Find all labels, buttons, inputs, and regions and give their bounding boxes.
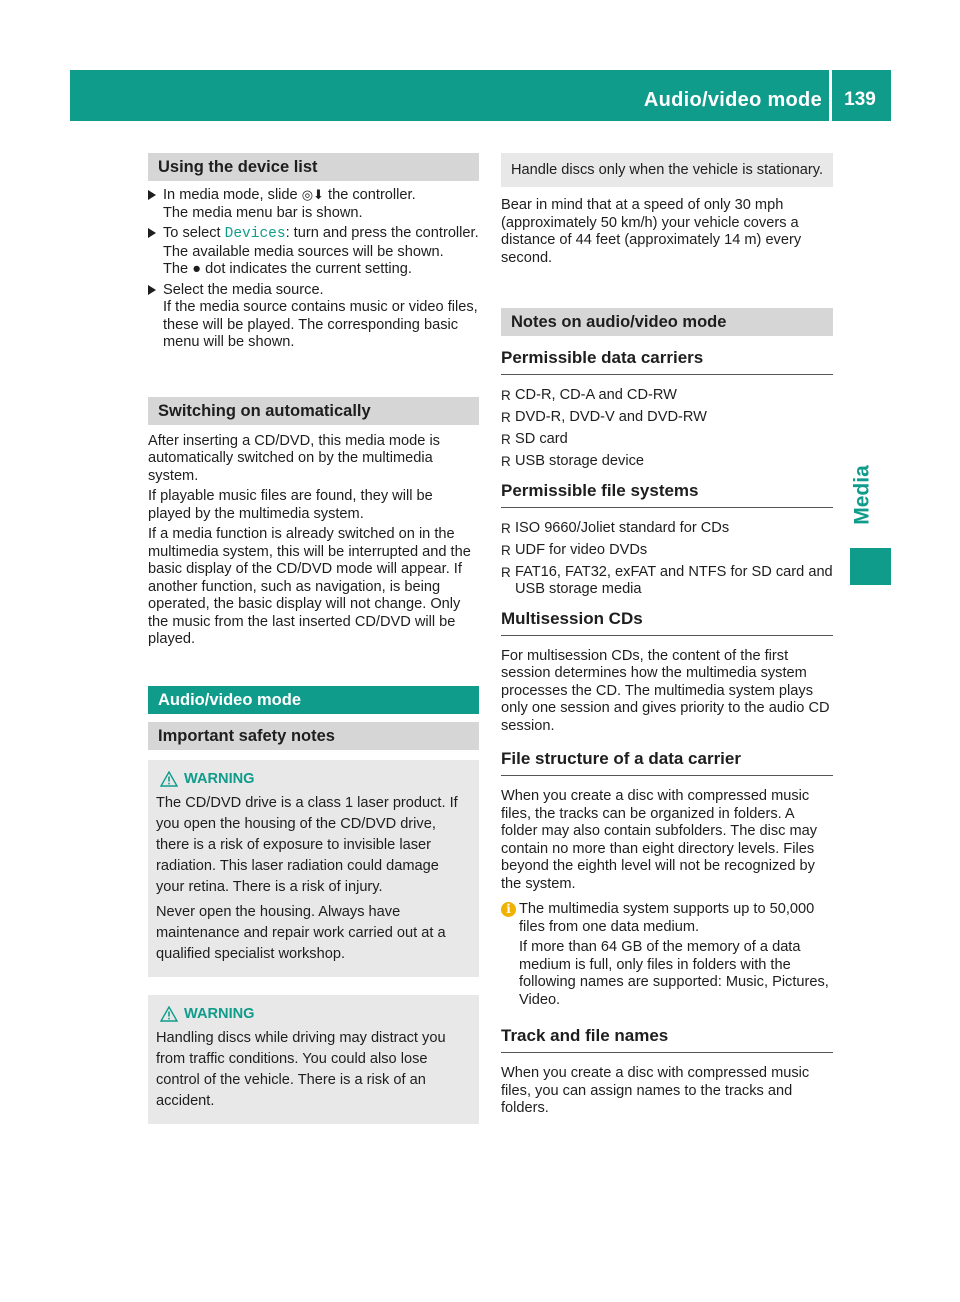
- file-system-list: [501, 520, 833, 599]
- step-text: To select: [163, 225, 225, 241]
- list-item-text: UDF for video DVDs: [515, 541, 648, 558]
- note-text: If more than 64 GB of the memory of a data medium is full, only files in folders with the following names are supported: Music, Pictures, Video.: [519, 939, 829, 1008]
- paragraph: When you create a disc with compressed music files, the tracks can be organized in folders. A folder may also contain subfolders. The disc may contain no more than eight directory levels. Files beyond the eighth level will not be recognized by the system.: [501, 788, 818, 892]
- paragraph: If a media function is already switched on in the multimedia system, this will be interrupted and the basic display of the CD/DVD mode will appear. If another function, such as navigation, is being operated, the basic display will not change. Only the music from the last inserted CD/DVD will be played.: [148, 526, 471, 647]
- warning-triangle-icon: [160, 1006, 178, 1022]
- side-tab: [842, 440, 882, 550]
- paragraph: Bear in mind that at a speed of only 30 mph (approximately 50 km/h) your vehicle covers a distance of 44 feet (approximately 14 m) every second.: [501, 197, 802, 266]
- section-heading-notes: Notes on audio/video mode: [501, 308, 833, 336]
- left-column: [148, 153, 479, 1124]
- step-arrow-icon: [148, 190, 156, 200]
- section-heading-safety: Important safety notes: [148, 722, 479, 750]
- warning-label: WARNING: [184, 770, 255, 787]
- subheading-data-carriers: Permissible data carriers: [501, 348, 833, 375]
- list-item-text: CD-R, CD-A and CD-RW: [515, 387, 677, 403]
- subheading-multisession: Multisession CDs: [501, 609, 833, 636]
- section-heading-switching: Switching on automatically: [148, 397, 479, 425]
- note-text: The multimedia system supports up to 50,000 files from one data medium.: [519, 901, 815, 935]
- step-text: Select the media source.: [163, 281, 324, 298]
- warning-header: [156, 1003, 471, 1025]
- box-text: Handle discs only when the vehicle is stationary.: [511, 162, 824, 178]
- list-item: [501, 520, 833, 538]
- step-text: : turn and press the controller.: [285, 225, 479, 241]
- list-item-text: FAT16, FAT32, exFAT and NTFS for SD card and USB storage media: [515, 563, 833, 597]
- list-item-text: SD card: [515, 431, 568, 447]
- warning-text: Never open the housing. Always have maintenance and repair work carried out at a qualified specialist workshop.: [156, 903, 446, 962]
- warning-box-distraction: [148, 995, 479, 1124]
- page-number: 139: [844, 89, 876, 110]
- bullet-marker: R: [501, 410, 511, 425]
- step-result: The media menu bar is shown.: [163, 204, 363, 221]
- paragraph: For multisession CDs, the content of the first session determines how the multimedia system processes the CD. The multimedia system plays only one session and gives priority to the audio CD session.: [501, 647, 830, 734]
- side-tab-block: [850, 548, 891, 585]
- list-item-text: ISO 9660/Joliet standard for CDs: [515, 519, 730, 536]
- warning-header: [156, 768, 471, 790]
- data-carrier-list: [501, 387, 833, 471]
- step-item: [148, 187, 479, 222]
- bullet-marker: R: [501, 564, 511, 580]
- list-item-text: DVD-R, DVD-V and DVD-RW: [515, 409, 707, 425]
- subheading-track-names: Track and file names: [501, 1026, 833, 1053]
- bullet-marker: R: [501, 388, 511, 403]
- list-item: [501, 453, 833, 471]
- list-item: [501, 431, 833, 449]
- list-item-text: USB storage device: [515, 453, 644, 469]
- step-text: the controller.: [323, 187, 416, 203]
- step-result: dot indicates the current setting.: [201, 261, 412, 277]
- step-item: [148, 282, 479, 352]
- controller-slide-icon: ◎⬇: [301, 188, 324, 203]
- list-item: [501, 564, 833, 599]
- step-item: [148, 225, 479, 279]
- devices-menu-code: Devices: [224, 226, 286, 242]
- chapter-heading-av-mode: Audio/video mode: [148, 686, 479, 714]
- subheading-file-systems: Permissible file systems: [501, 481, 833, 508]
- step-result: The: [163, 261, 193, 277]
- step-result: If the media source contains music or video files, these will be played. The corresponding basic menu will be shown.: [163, 299, 478, 350]
- list-item: [501, 542, 833, 560]
- running-header-title: Audio/video mode: [643, 89, 822, 111]
- side-tab-label: Media: [850, 465, 874, 525]
- info-icon: i: [501, 902, 516, 917]
- step-text: In media mode, slide: [163, 187, 302, 203]
- device-list-steps: [148, 187, 479, 352]
- bullet-marker: R: [501, 520, 511, 536]
- bullet-marker: R: [501, 542, 511, 558]
- warning-text: The CD/DVD drive is a class 1 laser product. If you open the housing of the CD/DVD drive, there is a risk of exposure to invisible laser radiation. This laser radiation could damage your retina. There is a risk of injury.: [156, 794, 458, 895]
- dot-icon: ●: [192, 261, 202, 277]
- bullet-marker: R: [501, 432, 511, 447]
- right-column: [501, 153, 833, 1121]
- paragraph: After inserting a CD/DVD, this media mode is automatically switched on by the multimedia system.: [148, 432, 440, 484]
- step-arrow-icon: [148, 228, 156, 238]
- warning-triangle-icon: [160, 771, 178, 787]
- paragraph: If playable music files are found, they will be played by the multimedia system.: [148, 488, 433, 522]
- handle-discs-box: [501, 153, 833, 187]
- bullet-marker: R: [501, 454, 511, 469]
- section-heading-device-list: Using the device list: [148, 153, 479, 181]
- info-note: [501, 901, 833, 1009]
- warning-label: WARNING: [184, 1005, 255, 1022]
- warning-text: Handling discs while driving may distract you from traffic conditions. You could also lose control of the vehicle. There is a risk of an accident.: [156, 1029, 446, 1109]
- list-item: [501, 387, 833, 405]
- subheading-file-structure: File structure of a data carrier: [501, 749, 833, 776]
- paragraph: When you create a disc with compressed music files, you can assign names to the tracks and folders.: [501, 1065, 810, 1116]
- step-result: The available media sources will be shown.: [163, 243, 444, 260]
- step-arrow-icon: [148, 285, 156, 295]
- warning-box-laser: [148, 760, 479, 977]
- list-item: [501, 409, 833, 427]
- header-divider: [829, 70, 832, 121]
